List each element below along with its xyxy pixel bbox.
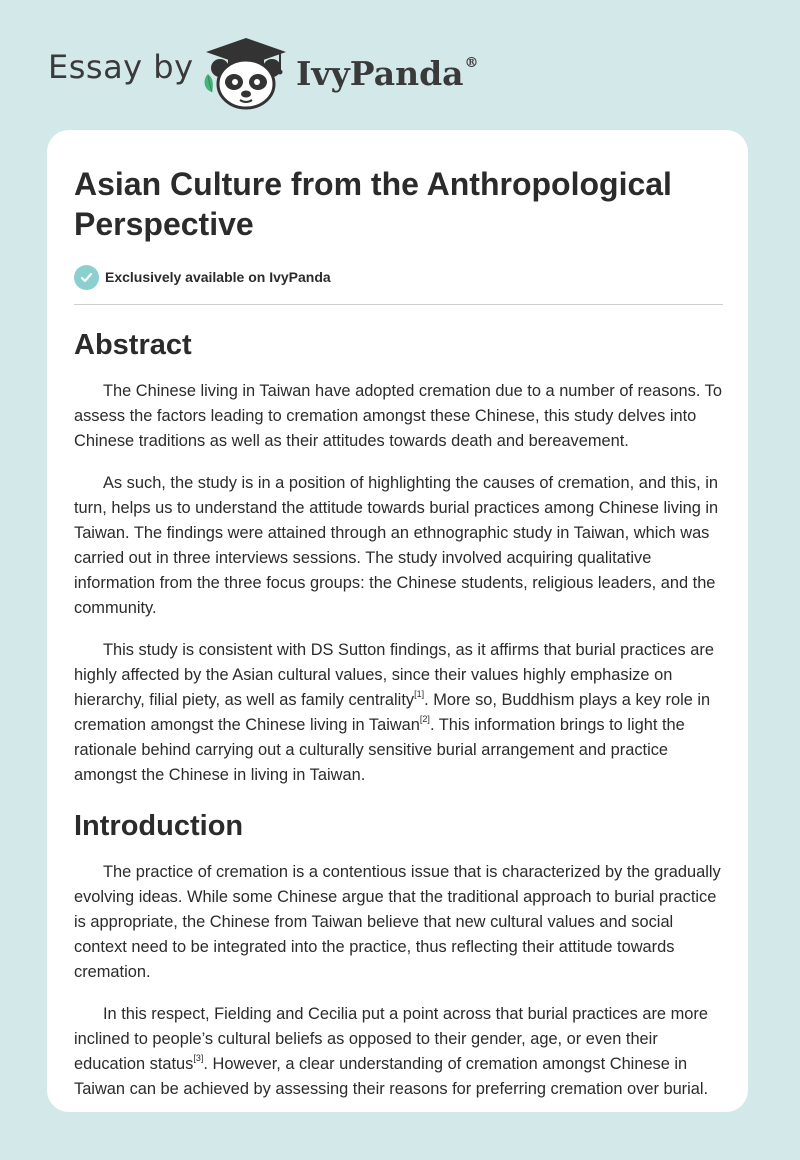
introduction-paragraph-1: The practice of cremation is a contentious issue that is characterized by the gradually evolving ideas. While some Chinese argue that the traditional approach to burial practice is appropriate, the Chinese from Taiwan believe that new cultural values and social context need to be integrated into the practice, thus reflecting their attitude towards cremation. bbox=[74, 863, 721, 981]
panda-graduate-icon[interactable] bbox=[200, 34, 292, 110]
exclusive-badge bbox=[74, 264, 724, 290]
article-content bbox=[74, 164, 724, 1102]
abstract-paragraph-3: This study is consistent with DS Sutton findings, as it affirms that burial practices are highly affected by the Asian cultural values, since their values highly emphasize on hierarchy, filial piety, as well as family centrality[1]. More so, Buddhism plays a key role in cremation amongst the Chinese living in Taiwan[2]. This information brings to light the rationale behind carrying out a culturally sensitive burial arrangement and practice amongst the Chinese in living in Taiwan. bbox=[74, 641, 714, 784]
footnote-ref-1[interactable]: [1] bbox=[414, 689, 425, 699]
abstract-paragraph-1: The Chinese living in Taiwan have adopted cremation due to a number of reasons. To assess the factors leading to cremation amongst these Chinese, this study delves into Chinese traditions as well as their attitudes towards death and bereavement. bbox=[74, 382, 722, 450]
article-card bbox=[47, 130, 748, 1112]
registered-mark: ® bbox=[464, 55, 479, 71]
introduction-heading: Introduction bbox=[74, 810, 244, 842]
brand-name[interactable]: IvyPanda® bbox=[296, 54, 479, 93]
footnote-ref-2[interactable]: [2] bbox=[419, 714, 430, 724]
site-header bbox=[0, 0, 800, 120]
page-title: Asian Culture from the Anthropological Perspective bbox=[74, 166, 672, 242]
abstract-paragraph-2: As such, the study is in a position of highlighting the causes of cremation, and this, in turn, helps us to understand the attitude towards burial practices among Chinese living in Taiwan. The findings were attained through an ethnographic study in Taiwan, which was carried out in three interviews sessions. The study involved acquiring qualitative information from the three focus groups: the Chinese students, religious leaders, and the community. bbox=[74, 474, 719, 617]
abstract-heading: Abstract bbox=[74, 329, 192, 361]
essay-by-label: Essay by bbox=[48, 48, 194, 86]
exclusive-label: Exclusively available on IvyPanda bbox=[105, 269, 331, 285]
introduction-paragraph-2: In this respect, Fielding and Cecilia put a point across that burial practices are more inclined to people’s cultural beliefs as opposed to their gender, age, or even their education status[3]. However, a clear understanding of cremation amongst Chinese in Taiwan can be achieved by assessing their reasons for preferring cremation over burial. bbox=[74, 1005, 709, 1098]
check-circle-icon bbox=[74, 265, 99, 290]
divider bbox=[74, 304, 723, 305]
footnote-ref-3[interactable]: [3] bbox=[193, 1053, 204, 1063]
